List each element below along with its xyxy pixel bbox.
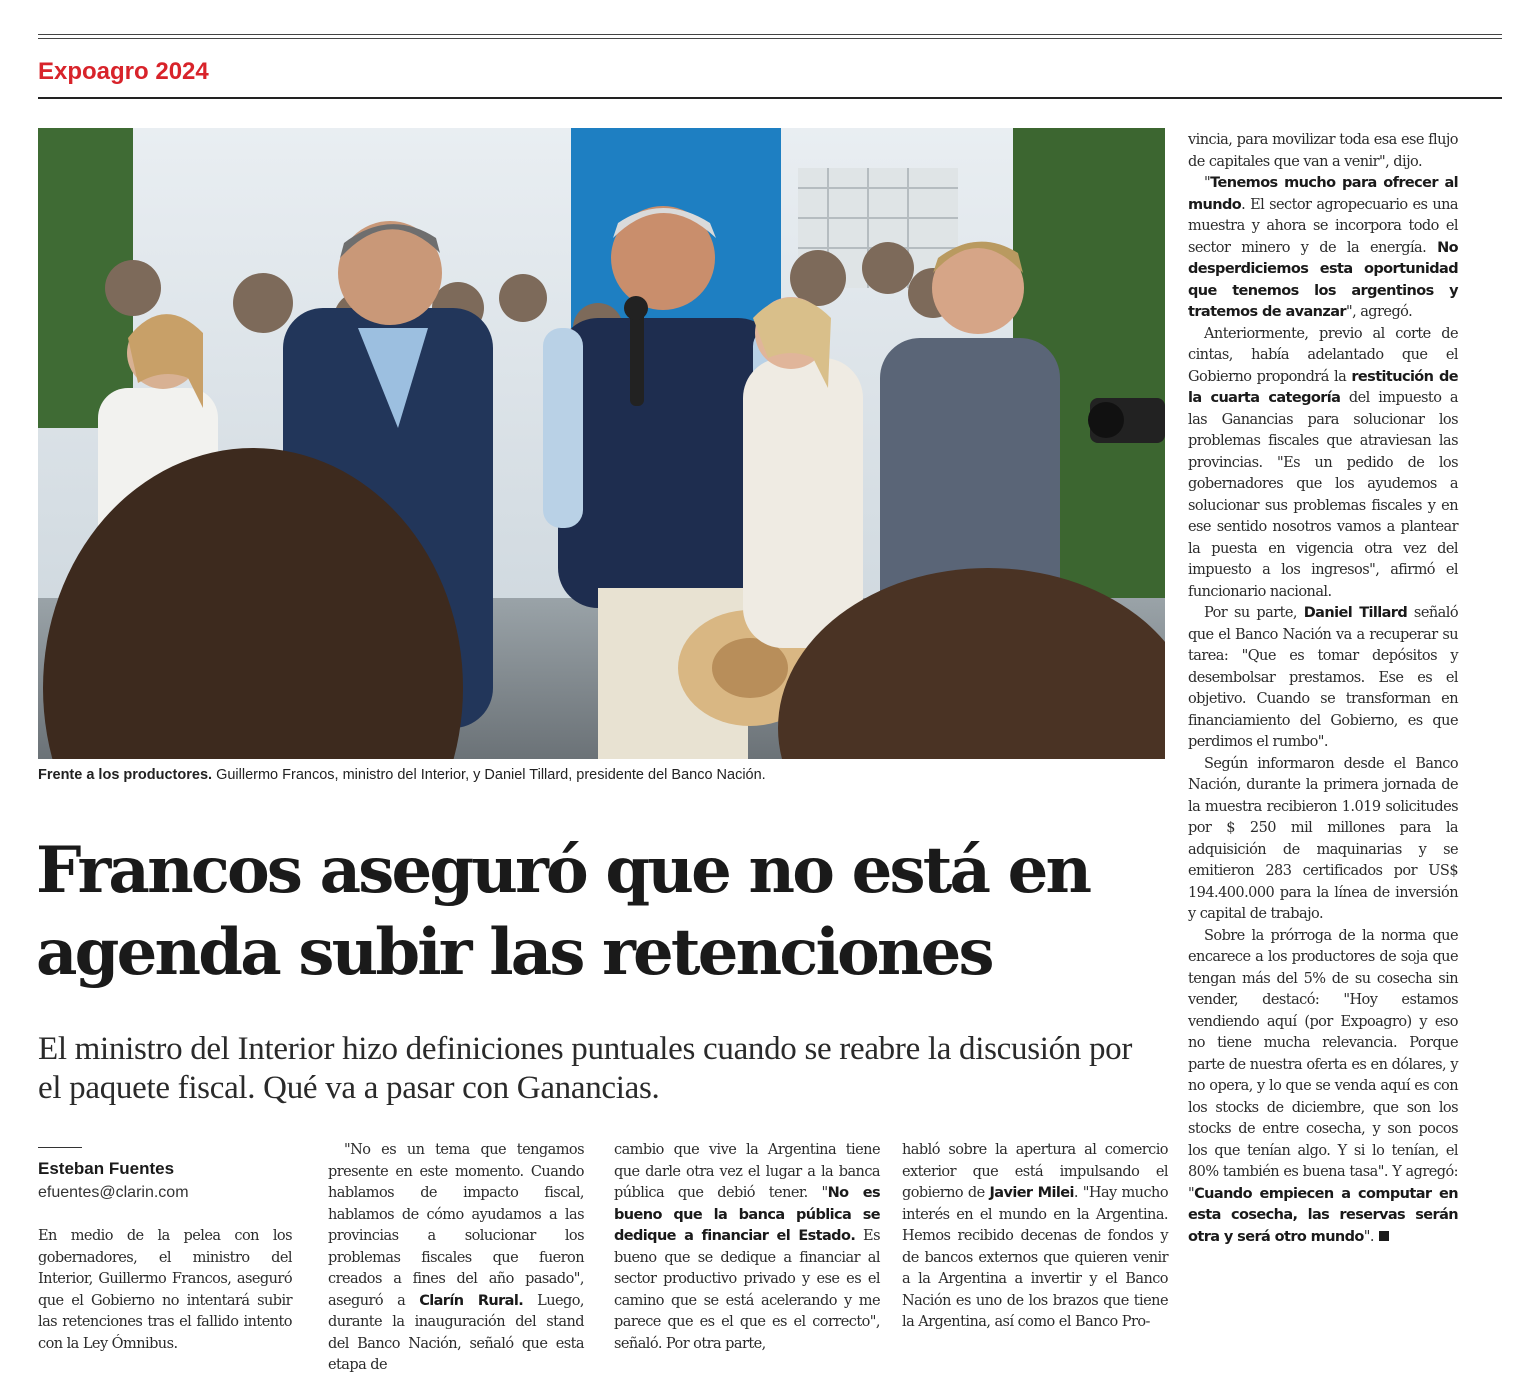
paragraph: Sobre la prórroga de la norma que encarece a los productores de soja que tengan más del 5% de su cosecha sin vender, destacó: "Hoy estamos vendiendo aquí (por Expoagro) y eso no tiene mucha relevancia. Porque parte de nuestra oferta es en dólares, y no opera, y lo que se venda aquí es con los stocks de diciembre, que son los stocks de entre cosecha, y son pocos los que tenían algo. Y si lo tenían, el 80% también es buena tasa". Y agregó: "Cuando empiecen a computar en esta cosecha, las reservas serán otra y será otro mundo". — [1188, 927, 1458, 1245]
bold-phrase: No desperdiciemos esta oportunidad que tenemos los argentinos y tratemos de avanzar — [1188, 239, 1458, 320]
bold-phrase: restitución de la cuarta categoría — [1188, 368, 1458, 406]
author-name: Esteban Fuentes — [38, 1159, 175, 1178]
headline-line-2: agenda subir las retenciones — [36, 915, 992, 990]
body-column-4 — [902, 1140, 1168, 1334]
bold-phrase: Tenemos mucho para ofrecer al mundo — [1188, 175, 1458, 213]
bold-phrase: Daniel Tillard — [1303, 605, 1408, 621]
paragraph: cambio que vive la Argentina tiene que darle otra vez el lugar a la banca pública que debió tener. "No es bueno que la banca pública se dedique a financiar el Estado. Es bueno que se dedique a financiar al sector productivo privado y ese es el camino que se está acelerando y me parece que es el que es el correcto", señaló. Por otra parte, — [614, 1142, 880, 1352]
paragraph: Anteriormente, previo al corte de cintas, había adelantado que el Gobierno propondrá la restitución de la cuarta categoría del impuesto a las Ganancias para solucionar los problemas fiscales que atraviesan las provincias. "Es un pedido de los gobernadores que los ayudemos a solucionar sus problemas fiscales y en ese sentido nosotros vamos a plantear la puesta en vigencia otra vez del impuesto a los ingresos", afirmó el funcionario nacional. — [1188, 325, 1458, 600]
subheadline: El ministro del Interior hizo definiciones puntuales cuando se reabre la discusión por el paquete fiscal. Qué va a pasar con Ganancias. — [38, 1031, 1133, 1106]
top-rule-double — [38, 38, 1502, 39]
caption-text: Guillermo Francos, ministro del Interior, y Daniel Tillard, presidente del Banco Nación. — [216, 767, 766, 783]
bold-phrase: Clarín Rural. — [419, 1292, 524, 1309]
photo-caption — [38, 766, 1165, 784]
section-label: Expoagro 2024 — [38, 58, 209, 85]
author-email: efuentes@clarin.com — [38, 1184, 189, 1201]
bold-phrase: Javier Milei — [989, 1185, 1074, 1201]
body-column-2 — [328, 1140, 584, 1377]
top-rule — [38, 34, 1502, 35]
paragraph: Según informaron desde el Banco Nación, durante la primera jornada de la muestra recibieron 1.019 solicitudes por $ 250 mil millones para la adquisición de maquinarias y se emitieron 283 certificados por US$ 194.400.000 para la línea de inversión y capital de trabajo. — [1188, 755, 1458, 922]
caption-lead: Frente a los productores. — [38, 767, 213, 783]
paragraph: vincia, para movilizar toda esa ese flujo de capitales que van a venir", dijo. — [1188, 132, 1458, 170]
headline — [36, 830, 1171, 994]
body-column-3 — [614, 1140, 880, 1355]
paragraph: "Tenemos mucho para ofrecer al mundo. El sector agropecuario es una muestra y ahora se incorpora todo el sector minero y de la energía. No desperdiciemos esta oportunidad que tenemos los argentinos y tratemos de avanzar", agregó. — [1188, 175, 1458, 320]
paragraph: En medio de la pelea con los gobernadores, el ministro del Interior, Guillermo Francos, aseguró que el Gobierno no intentará subir las retenciones tras el fallido intento con la Ley Ómnibus. — [38, 1228, 292, 1352]
paragraph: "No es un tema que tengamos presente en este momento. Cuando hablamos de impacto fiscal, hablamos de cómo ayudamos a las provincias a solucionar los problemas fiscales que fueron creados a fines del año pasado", aseguró a Clarín Rural. Luego, durante la inauguración del stand del Banco Nación, señaló que esta etapa de — [328, 1142, 584, 1373]
byline-rule — [38, 1147, 82, 1148]
paragraph: Por su parte, Daniel Tillard señaló que el Banco Nación va a recuperar su tarea: "Que es tomar depósitos y desembolsar prestamos. Ese es el objetivo. Cuando se transforman en financiamiento del Gobierno, es que perdimos el rumbo". — [1188, 605, 1458, 750]
section-rule — [38, 97, 1502, 99]
paragraph: habló sobre la apertura al comercio exterior que está impulsando el gobierno de Javier Milei. "Hay mucho interés en el mundo en la Argentina. Hemos recibido decenas de fondos y de bancos externos que quieren venir a la Argentina a invertir y el Banco Nación es uno de los brazos que tiene la Argentina, así como el Banco Pro- — [902, 1142, 1169, 1330]
body-column-1 — [38, 1226, 292, 1355]
body-column-5 — [1188, 130, 1458, 1248]
headline-line-1: Francos aseguró que no está en — [36, 833, 1090, 908]
news-photo — [38, 128, 1165, 759]
bold-phrase: Cuando empiecen a computar en esta cosecha, las reservas serán otra y será otro mundo — [1188, 1185, 1458, 1245]
end-of-article-mark — [1379, 1231, 1389, 1241]
bold-phrase: No es bueno que la banca pública se dedique a financiar el Estado. — [614, 1185, 880, 1244]
